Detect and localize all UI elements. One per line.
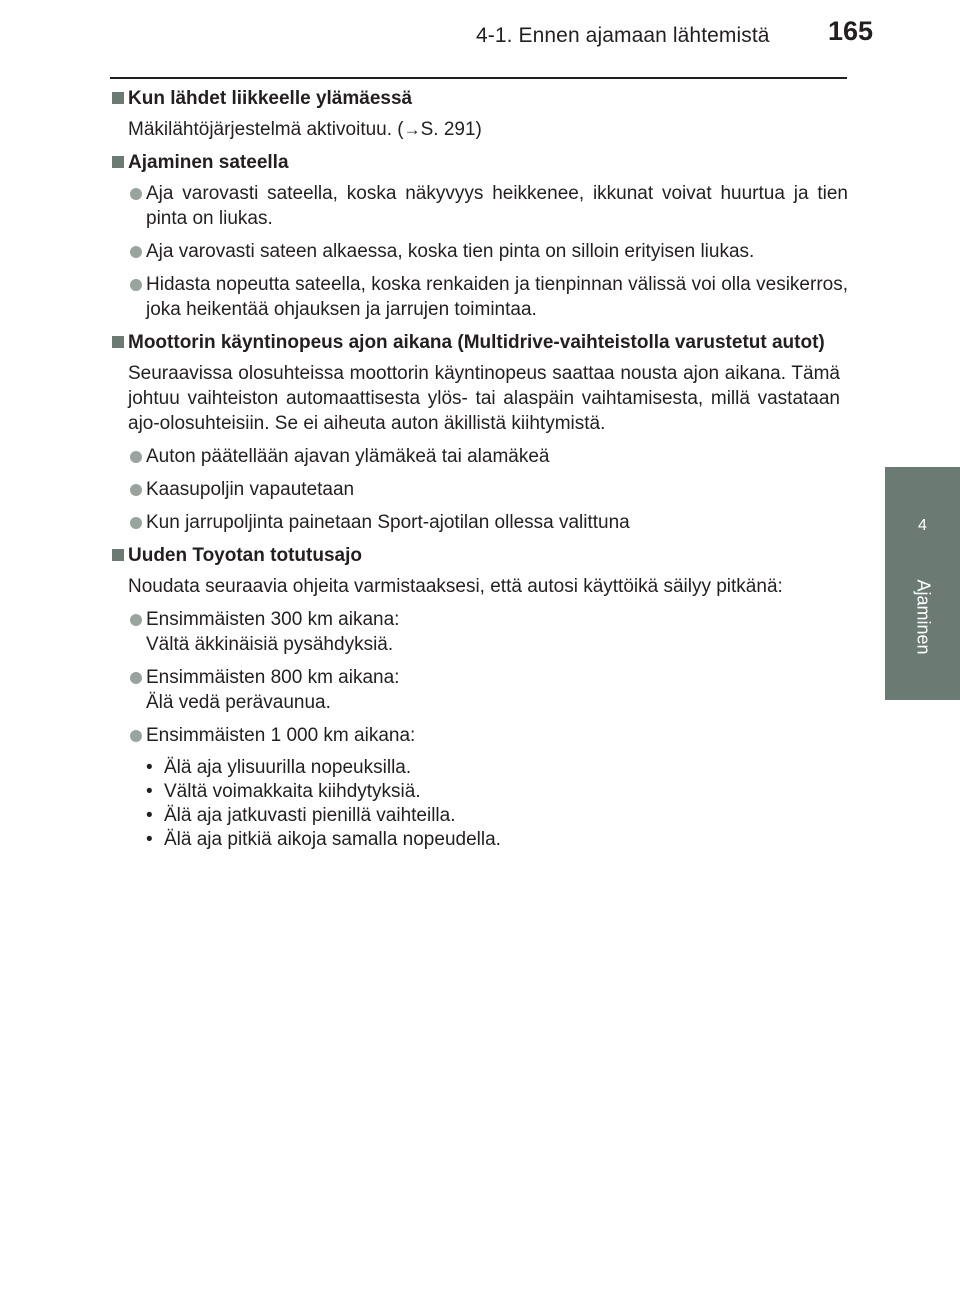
list-item — [110, 607, 848, 657]
list-item — [110, 477, 848, 502]
list-item-line2: Vältä äkkinäisiä pysähdyksiä. — [146, 634, 394, 655]
section-heading — [110, 86, 848, 111]
chapter-side-tab — [885, 467, 960, 700]
round-bullet-icon — [130, 279, 142, 291]
list-item — [110, 239, 848, 264]
round-bullet-icon — [130, 484, 142, 496]
heading-text: Uuden Toyotan totutusajo — [128, 545, 362, 566]
round-bullet-icon — [130, 672, 142, 684]
sub-list-item — [110, 804, 848, 828]
chapter-label: Ajaminen — [913, 579, 933, 655]
heading-text: Moottorin käyntinopeus ajon aikana (Multidrive-vaihteistolla varustetut autot) — [128, 332, 825, 353]
arrow-right-icon: → — [403, 120, 421, 139]
list-item — [110, 510, 848, 535]
list-item-text: Auton päätellään ajavan ylämäkeä tai alamäkeä — [146, 446, 550, 467]
list-item — [110, 723, 848, 748]
sub-list — [110, 756, 848, 852]
list-item-text: Aja varovasti sateen alkaessa, koska tien pinta on silloin erityisen liukas. — [146, 241, 755, 262]
section-title: 4-1. Ennen ajamaan lähtemistä — [476, 24, 770, 47]
page-reference-link[interactable]: S. 291) — [420, 119, 482, 140]
heading-text: Ajaminen sateella — [128, 152, 289, 173]
paragraph: Seuraavissa olosuhteissa moottorin käyntinopeus saattaa nousta ajon aikana. Tämä johtuu vaihteiston automaattisesta ylös- tai alaspäin vaihtamisesta, millä vastataan ajo-olosuhteisiin. Se ei aiheuta auton äkillistä kiihtymistä. — [128, 363, 840, 434]
list-item-text: Aja varovasti sateella, koska näkyvyys heikkenee, ikkunat voivat huurtua ja tien pinta on liukas. — [146, 183, 848, 229]
sub-list-item-text: Älä aja ylisuurilla nopeuksilla. — [164, 757, 412, 778]
square-bullet-icon — [112, 549, 124, 561]
square-bullet-icon — [112, 156, 124, 168]
round-bullet-icon — [130, 614, 142, 626]
header-rule — [110, 77, 847, 79]
list-item-text: Kaasupoljin vapautetaan — [146, 479, 355, 500]
sub-list-item — [110, 780, 848, 804]
page-header — [0, 0, 960, 80]
page-content — [110, 86, 848, 860]
paragraph — [110, 117, 848, 142]
dot-bullet-icon: • — [146, 829, 153, 850]
round-bullet-icon — [130, 451, 142, 463]
list-item-line1: Ensimmäisten 1 000 km aikana: — [146, 725, 416, 746]
dot-bullet-icon: • — [146, 781, 153, 802]
list-item-line1: Ensimmäisten 800 km aikana: — [146, 667, 400, 688]
round-bullet-icon — [130, 517, 142, 529]
round-bullet-icon — [130, 246, 142, 258]
list-item — [110, 181, 848, 231]
square-bullet-icon — [112, 92, 124, 104]
sub-list-item-text: Älä aja pitkiä aikoja samalla nopeudella. — [164, 829, 501, 850]
sub-list-item-text: Älä aja jatkuvasti pienillä vaihteilla. — [164, 805, 456, 826]
section-heading — [110, 543, 848, 568]
square-bullet-icon — [112, 336, 124, 348]
list-item-line2: Älä vedä perävaunua. — [146, 692, 331, 713]
list-item — [110, 665, 848, 715]
round-bullet-icon — [130, 730, 142, 742]
dot-bullet-icon: • — [146, 805, 153, 826]
heading-text: Kun lähdet liikkeelle ylämäessä — [128, 88, 413, 109]
sub-list-item-text: Vältä voimakkaita kiihdytyksiä. — [164, 781, 421, 802]
paragraph-text: Mäkilähtöjärjestelmä aktivoituu. ( — [128, 119, 404, 140]
chapter-number: 4 — [918, 517, 927, 534]
list-item-text: Hidasta nopeutta sateella, koska renkaiden ja tienpinnan välissä voi olla vesikerros, joka heikentää ohjauksen ja jarrujen toimintaa. — [146, 274, 848, 320]
list-item — [110, 272, 848, 322]
section-heading — [110, 330, 848, 355]
list-item — [110, 444, 848, 469]
sub-list-item — [110, 756, 848, 780]
sub-list-item — [110, 828, 848, 852]
list-item-line1: Ensimmäisten 300 km aikana: — [146, 609, 400, 630]
page-number: 165 — [828, 16, 874, 46]
section-heading — [110, 150, 848, 175]
list-item-text: Kun jarrupoljinta painetaan Sport-ajotilan ollessa valittuna — [146, 512, 630, 533]
round-bullet-icon — [130, 188, 142, 200]
paragraph: Noudata seuraavia ohjeita varmistaaksesi, että autosi käyttöikä säilyy pitkänä: — [128, 576, 783, 597]
dot-bullet-icon: • — [146, 757, 153, 778]
